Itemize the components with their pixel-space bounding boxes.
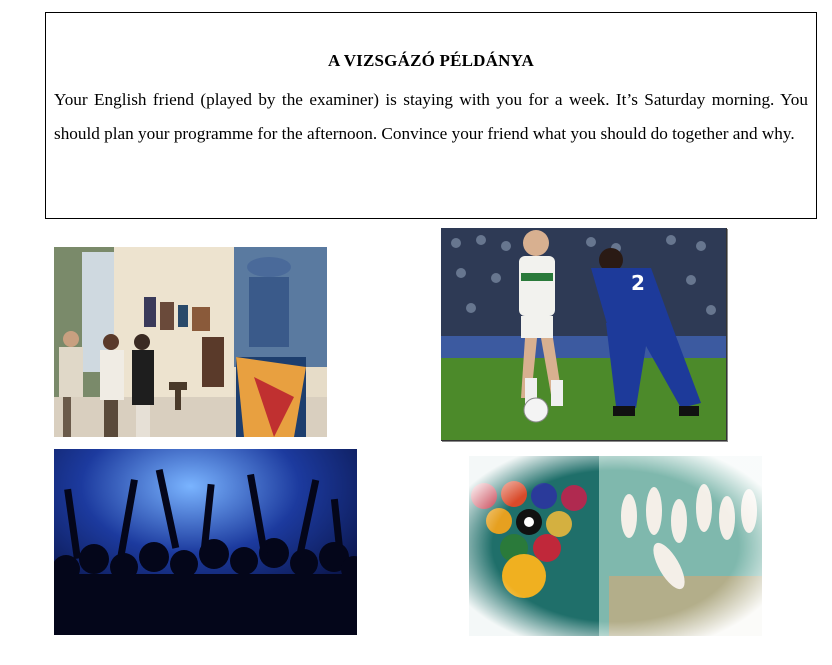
player-shirt-number: 2 [631,271,645,295]
art-gallery-illustration [54,247,327,437]
task-title: A VIZSGÁZÓ PÉLDÁNYA [328,51,534,70]
photo-concert-crowd [54,449,357,635]
concert-illustration [54,449,357,635]
football-illustration [441,228,726,440]
photo-art-gallery [54,247,327,437]
task-card [45,12,817,219]
task-description: Your English friend (played by the examiner) is staying with you for a week. It’s Saturday morning. You should plan your programme for the afternoon. Convince your friend what you should do together and why. [54,90,808,143]
photo-football-match [441,228,727,441]
billiards-bowling-illustration [469,456,762,636]
photo-billiards-bowling [469,456,762,636]
